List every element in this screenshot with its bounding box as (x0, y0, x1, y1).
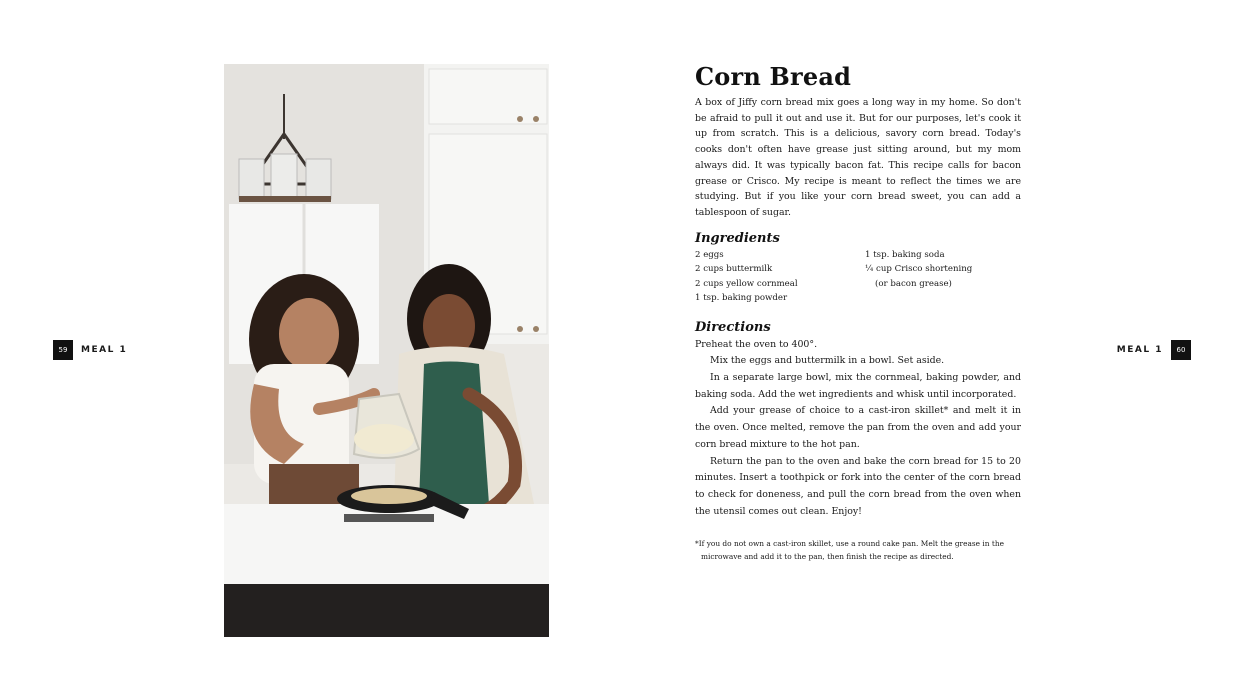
right-meal-label: MEAL 1 (1116, 345, 1163, 355)
direction-step: Mix the eggs and buttermilk in a bowl. Set aside. (710, 355, 945, 367)
right-page-tab (1117, 340, 1191, 360)
directions-list (695, 337, 1021, 521)
kitchen-photo (224, 64, 549, 637)
ingredient-item: 2 eggs (695, 249, 724, 260)
ingredient-item (865, 248, 972, 263)
ingredient-item: 2 cups yellow cornmeal (695, 278, 798, 289)
recipe-column (695, 62, 1021, 571)
ingredient-text: 1 tsp. baking soda (865, 249, 945, 260)
ingredient-item: 1 tsp. baking powder (695, 293, 788, 304)
recipe-title: Corn Bread (695, 62, 852, 91)
direction-step: Add your grease of choice to a cast-iron skillet* and melt it in the oven. Once melted, remove the pan from the oven and add your corn bread mixture to the hot pan. (695, 405, 1021, 450)
footnote: *If you do not own a cast-iron skillet, use a round cake pan. Melt the grease in the microwave and add it to the pan, then finish the recipe as directed. (695, 539, 1004, 561)
ingredient-item: 2 cups buttermilk (695, 264, 773, 275)
directions-heading: Directions (695, 319, 771, 335)
ingredients-column-2 (865, 248, 972, 306)
direction-step: In a separate large bowl, mix the cornmeal, baking powder, and baking soda. Add the wet ingredients and whisk until incorporated. (695, 372, 1021, 400)
ingredients-heading: Ingredients (695, 230, 780, 246)
right-page-number: 60 (1171, 340, 1191, 360)
left-page-number: 59 (53, 340, 73, 360)
left-page-tab (53, 340, 127, 360)
recipe-intro: A box of Jiffy corn bread mix goes a long way in my home. So don't be afraid to pull it out and use it. But for our purposes, let's cook it up from scratch. This is a delicious, savory corn bread. Today's cooks don't often have grease just sitting around, but my mom always did. It was typically bacon fat. This recipe calls for bacon grease or Crisco. My recipe is meant to reflect the times we are studying. But if you like your corn bread sweet, you can add a tablespoon of sugar. (695, 97, 1021, 218)
ingredient-note: (or bacon grease) (875, 278, 952, 289)
ingredients-column-1 (695, 248, 865, 306)
direction-step: Return the pan to the oven and bake the corn bread for 15 to 20 minutes. Insert a toothpick or fork into the center of the corn bread to check for doneness, and pull the corn bread from the oven when the utensil comes out clean. Enjoy! (695, 455, 1021, 517)
ingredients-list (695, 248, 1021, 306)
ingredient-item (865, 262, 972, 291)
ingredient-text: ¼ cup Crisco shortening (865, 264, 973, 275)
direction-step: Preheat the oven to 400°. (695, 338, 818, 350)
left-meal-label: MEAL 1 (81, 345, 128, 355)
